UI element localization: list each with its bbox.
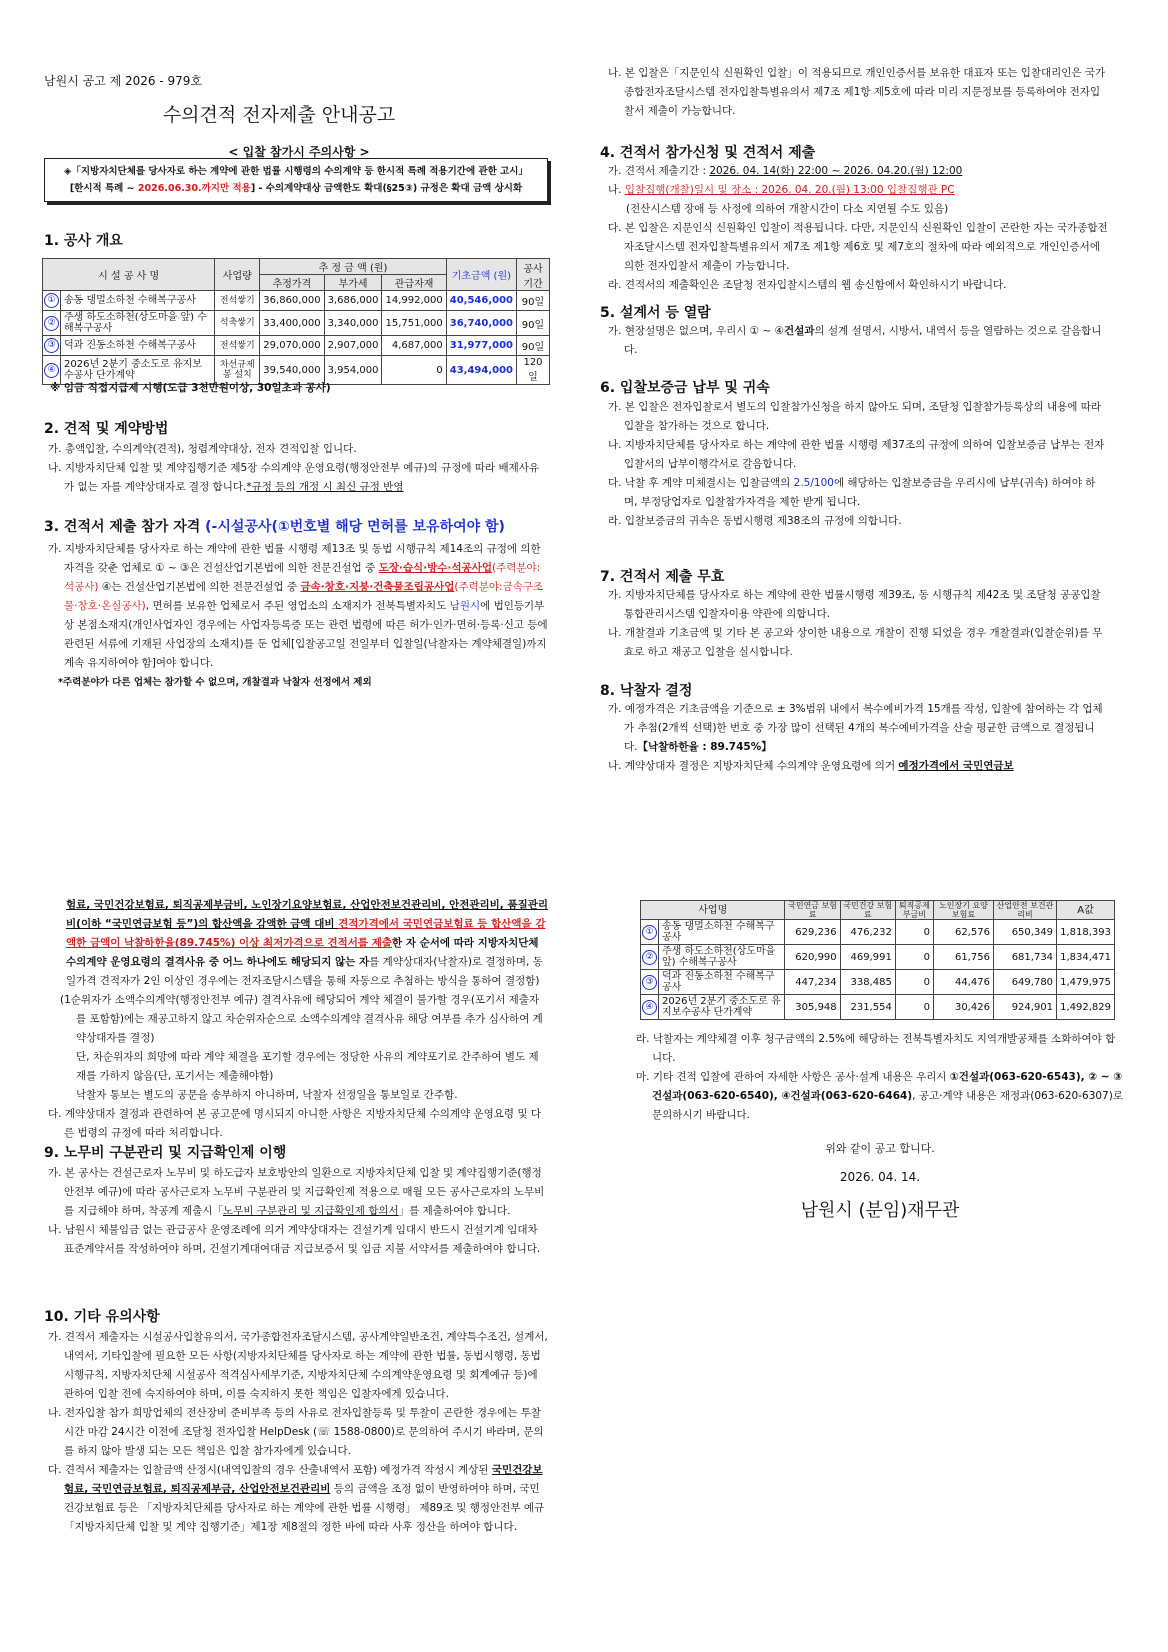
period: 90일: [517, 336, 550, 356]
value-retire: 0: [895, 945, 933, 970]
base-amount: 40,546,000: [446, 291, 516, 311]
s7-na: 나. 개찰결과 기초금액 및 기타 본 공고와 상이한 내용으로 개찰이 진행 되었을 경우 개찰결과(입찰순위)를 무효로 하고 재공고 입찰을 실시합니다.: [608, 627, 1103, 658]
value-health: 338,485: [840, 970, 895, 995]
row-number: [43, 311, 61, 336]
period: 90일: [517, 291, 550, 311]
project-row: [43, 336, 550, 356]
s4-ga: 가. 견적서 제출기간 : 2026. 04. 14(화) 22:00 ~ 2026. 04.20.(월) 12:00: [608, 165, 963, 177]
project-name: 송동 댕멀소하천 수해복구공사: [61, 291, 215, 311]
wage-note: ※ 임금 직접지급제 시행(도급 3천만원이상, 30일초과 공사): [50, 382, 331, 394]
project-type: 차선규제봉 설치: [215, 356, 260, 385]
project-type: 석축쌓기: [215, 311, 260, 336]
caution-box: [44, 158, 548, 202]
row-number-badge: ③: [44, 338, 59, 353]
material: 15,751,000: [382, 311, 446, 336]
insurance-row: [641, 970, 1115, 995]
s10-ga: 가. 견적서 제출자는 시설공사입찰유의서, 국가종합전자조달시스템, 공사계약일반조건, 계약특수조건, 설계서, 내역서, 기타입찰에 필요한 모든 사항(지방자치단체를 당사자로 하는 계약에 관한 법률, 동법시행령, 동법시행규칙, 지방자치단체 시설공사 적격심사세부기준, 지방자치단체 수의계약운영요령 및 회계예규 등)에 관하여 입찰 전에 숙지하여야 하며, 이를 숙지하지 못한 책임은 입찰자에게 있습니다.: [48, 1331, 548, 1400]
value-a: 1,479,975: [1057, 970, 1115, 995]
project-name: 송동 댕멀소하천 수해복구공사: [659, 920, 785, 945]
material: 0: [382, 356, 446, 385]
s8-continued: 험료, 국민건강보험료, 퇴직공제부금비, 노인장기요양보험료, 산업안전보건관리비, 안전관리비, 품질관리비(이하 “국민연금보험 등”)의 합산액을 감액한 금액 대비 견적가격에서 국민연금보험료 등 합산액을 감액한 금액이 낙찰하한율(89.745%) 이상 최저가격으로 견적서를 제출한 자 순서에 따라 지방자치단체 수의계약 운영요령의 결격사유 중 어느 하나에도 해당되지 않는 자를 계약상대자(낙찰자)로 결정하며, 동일가격 견적자가 2인 이상인 경우에는 전자조달시스템을 통해 자동으로 추첨하는 방식을 통하여 결정함): [66, 899, 549, 987]
th-name: 시 설 공 사 명: [43, 259, 215, 291]
t2-th-care: 노인장기 요양보험료: [933, 901, 993, 920]
base-amount: 36,740,000: [446, 311, 516, 336]
value-pension: 620,990: [785, 945, 840, 970]
insurance-row: [641, 945, 1115, 970]
section-6-heading: 6. 입찰보증금 납부 및 귀속: [600, 380, 770, 396]
s8-ga: 가. 예정가격은 기초금액을 기준으로 ± 3%범위 내에서 복수예비가격 15개를 작성, 입찰에 참여하는 각 업체가 추첨(2개씩 선택)한 번호 중 가장 많이 선택된 4개의 복수예비가격을 산술 평균한 금액으로 결정됩니다.【낙찰하한율 : 89.745%】: [608, 703, 1103, 753]
vat: 2,907,000: [324, 336, 382, 356]
t2-th-a: A값: [1057, 901, 1115, 920]
row-number-badge: ②: [44, 316, 59, 331]
s5-ga: 가. 현장설명은 없으며, 우리시 ① ~ ④건설과의 설계 설명서, 시방서, 내역서 등을 열람하는 것으로 갈음합니다.: [608, 325, 1102, 356]
base-amount: 31,977,000: [446, 336, 516, 356]
value-pension: 447,234: [785, 970, 840, 995]
s8-notify: 낙찰자 통보는 별도의 공문을 송부하지 아니하며, 낙찰자 선정일을 통보일로 간주함.: [76, 1089, 458, 1101]
s3-ga: 가. 지방자치단체를 당사자로 하는 계약에 관한 법률 시행령 제13조 및 동법 시행규칙 제14조의 규정에 의한 자격을 갖춘 업체로 ① ~ ③은 건설산업기본법에 의한 전문건설업 중 도장·습식·방수·석공사업(주력분야:석공사) ④는 건설산업기본법에 의한 전문건설업 중 금속·창호·지붕·건축물조립공사업(주력분야:금속구조물·창호·온실공사), 면허를 보유한 업체로서 주된 영업소의 소재지가 전북특별자치도 남원시에 법인등기부상 본점소재지(개인사업자인 경우에는 사업자등록증 또는 관련 법령에 따른 허가·인가·면허·등록·신고 등에 관련된 서류에 기재된 사업장의 소재지)를 둔 업체[입찰공고일 전일부터 입찰일(낙찰자는 계약체결일)까지 계속 유지하여야 함]여야 합니다.: [48, 543, 548, 669]
t2-th-retire: 퇴직공제 부금비: [895, 901, 933, 920]
s3-note: *주력분야가 다른 업체는 참가할 수 없으며, 개찰결과 낙찰자 선정에서 제외: [58, 677, 372, 688]
vat: 3,686,000: [324, 291, 382, 311]
project-name: 2026년 2분기 중소도로 유지보수공사 단가계약: [61, 356, 215, 385]
row-number: [641, 945, 659, 970]
s6-ga: 가. 본 입찰은 전자입찰로서 별도의 입찰참가신청을 하지 않아도 되며, 조달청 입찰참가등록상의 내용에 따라 입찰을 참가하는 것으로 합니다.: [608, 401, 1102, 432]
row-number-badge: ②: [642, 950, 657, 965]
th-est-price: 추정가격: [260, 275, 324, 291]
s8-first-rank: (1순위자가 소액수의계약(행정안전부 예규) 결격사유에 해당되어 계약 체결이 불가할 경우(포기서 제출자를 포함함)에는 재공고하지 않고 차순위자순으로 소액수의계약 결격사유 해당 여부를 추가 심사하여 계약상대자를 결정): [60, 994, 543, 1044]
period: 90일: [517, 311, 550, 336]
caution-line2: [한시적 특례 ~ 2026.06.30.까지만 적용] - 수의계약대상 금액한도 확대(§25③) 규정은 확대 금액 상시화: [69, 183, 523, 194]
caution-heading: < 입찰 참가시 주의사항 >: [228, 145, 370, 159]
s4-na-note: (전산시스템 장애 등 사정에 의하여 개찰시간이 다소 지연될 수도 있음): [626, 203, 949, 215]
value-health: 476,232: [840, 920, 895, 945]
notice-date: 2026. 04. 14.: [839, 1170, 921, 1184]
s2-na: 나. 지방자치단체 입찰 및 계약집행기준 제5장 수의계약 운영요령(행정안전부 예규)의 규정에 따라 배제사유가 없는 자를 계약상대자로 결정 합니다.*규정 등의 개정 시 최신 규정 반영: [48, 462, 540, 493]
s7-ga: 가. 지방자치단체를 당사자로 하는 계약에 관한 법률시행령 제39조, 동 시행규칙 제42조 및 조달청 공공입찰 통합관리시스템 입찰자이용 약관에 의합니다.: [608, 589, 1101, 620]
p2-ra: 라. 낙찰자는 계약체결 이후 청구금액의 2.5%에 해당하는 전북특별자치도 지역개발공채를 소화하여야 합니다.: [636, 1033, 1116, 1064]
th-est: 추 정 금 액 (원): [260, 259, 446, 275]
issuer: 남원시 (분임)재무관: [800, 1200, 960, 1221]
s2-ga: 가. 총액입찰, 수의계약(견적), 청렴계약대상, 전자 견적입찰 입니다.: [48, 443, 357, 455]
section-5-heading: 5. 설계서 등 열람: [600, 305, 711, 321]
th-vat: 부가세: [324, 275, 382, 291]
row-number: [43, 291, 61, 311]
project-row: [43, 311, 550, 336]
base-amount: 43,494,000: [446, 356, 516, 385]
section-9-heading: 9. 노무비 구분관리 및 지급확인제 이행: [44, 1145, 287, 1161]
row-number: [641, 995, 659, 1020]
insurance-table: [640, 900, 1115, 1020]
th-material: 관급자재: [382, 275, 446, 291]
project-name: 2026년 2분기 중소도로 유지보수공사 단가계약: [659, 995, 785, 1020]
value-health: 231,554: [840, 995, 895, 1020]
t2-th-safety: 산업안전 보건관리비: [993, 901, 1056, 920]
s10-da: 다. 견적서 제출자는 입찰금액 산정시(내역입찰의 경우 산출내역서 포함) 예정가격 작성시 계상된 국민건강보험료, 국민연금보험료, 퇴직공제부금, 산업안전보건관리비 등의 금액을 조정 없이 반영하여야 하며, 국민건강보험료 등은 「지방자치단체를 당사자로 하는 계약에 관한 법률 시행령」 제89조 및 행정안전부 예규 「지방자치단체 입찰 및 계약 집행기준」제1장 제8절의 정한 바에 따라 사후 정산을 하여야 합니다.: [48, 1464, 545, 1533]
s9-ga: 가. 본 공사는 건설근로자 노무비 및 하도급자 보호방안의 일환으로 지방자치단체 입찰 및 계약집행기준(행정안전부 예규)에 따라 공사근로자 노무비 구분관리 및 지급확인제 적용으로 매월 모든 공사근로자의 노무비를 지급해야 하며, 착공계 제출시「노무비 구분관리 및 지급확인제 합의서」를 제출하여야 합니다.: [48, 1167, 545, 1217]
section-4-heading: 4. 견적서 참가신청 및 견적서 제출: [600, 145, 816, 161]
section-10-heading: 10. 기타 유의사항: [44, 1309, 160, 1325]
insurance-row: [641, 920, 1115, 945]
value-retire: 0: [895, 920, 933, 945]
s3-na: 나. 본 입찰은「지문인식 신원확인 입찰」이 적용되므로 개인인증서를 보유한 대표자 또는 입찰대리인은 국가종합전자조달시스템 전자입찰특별유의서 제7조 제1항 제5호에 따라 미리 지문정보를 등록하여야 전자입찰서 제출이 가능합니다.: [608, 67, 1106, 117]
row-number-badge: ①: [642, 925, 657, 940]
section-8-heading: 8. 낙찰자 결정: [600, 683, 693, 699]
value-pension: 629,236: [785, 920, 840, 945]
th-base: 기초금액 (원): [446, 259, 516, 291]
value-pension: 305,948: [785, 995, 840, 1020]
value-retire: 0: [895, 970, 933, 995]
s8-da: 다. 계약상대자 결정과 관련하여 본 공고문에 명시되지 아니한 사항은 지방자치단체 수의계약 운영요령 및 다른 법령의 규정에 따라 처리합니다.: [48, 1108, 542, 1139]
value-care: 30,426: [933, 995, 993, 1020]
t2-th-health: 국민건강 보험료: [840, 901, 895, 920]
insurance-row: [641, 995, 1115, 1020]
s4-da: 다. 본 입찰은 지문인식 신원확인 입찰이 적용됩니다. 다만, 지문인식 신원확인 입찰이 곤란한 자는 국가종합전자조달시스템 전자입찰특별유의서 제7조 제1항 제6호 및 제7호의 절차에 따라 예외적으로 개인인증서에 의한 전자입찰서 제출이 가능합니다.: [608, 222, 1108, 272]
row-number-badge: ③: [642, 975, 657, 990]
row-number-badge: ④: [44, 363, 59, 378]
section-3-heading: 3. 견적서 제출 참가 자격 (-시설공사(①번호별 해당 면허를 보유하여야 함): [44, 519, 505, 535]
value-care: 62,576: [933, 920, 993, 945]
th-period: 공사 기간: [517, 259, 550, 291]
s6-da: 다. 낙찰 후 계약 미체결시는 입찰금액의 2.5/100에 해당하는 입찰보증금을 우리시에 납부(귀속) 하여야 하며, 부정당업자로 입찰참가자격을 제한 받게 됩니다.: [608, 477, 1096, 508]
notice-number: 남원시 공고 제 2026 - 979호: [44, 74, 202, 88]
value-safety: 650,349: [993, 920, 1056, 945]
value-retire: 0: [895, 995, 933, 1020]
project-row: [43, 291, 550, 311]
s9-na: 나. 남원시 체불임금 없는 관급공사 운영조례에 의거 계약상대자는 건설기계 임대시 반드시 건설기계 임대차 표준계약서를 작성하여야 하며, 건설기계대여대금 지급보증서 및 임금 지불 서약서를 제출하여야 합니다.: [48, 1224, 541, 1255]
s6-na: 나. 지방자치단체를 당사자로 하는 계약에 관한 법률 시행령 제37조의 규정에 의하여 입찰보증금 납부는 전자입찰서의 납부이행각서로 갈음합니다.: [608, 439, 1105, 470]
period: 120일: [517, 356, 550, 385]
project-name: 주생 하도소하천(상도마을 앞) 수해복구공사: [61, 311, 215, 336]
row-number: [641, 920, 659, 945]
value-health: 469,991: [840, 945, 895, 970]
value-a: 1,818,393: [1057, 920, 1115, 945]
th-type: 사업량: [215, 259, 260, 291]
project-name: 덕과 진동소하천 수해복구공사: [659, 970, 785, 995]
p2-ma: 마. 기타 견적 입찰에 관하여 자세한 사항은 공사·설계 내용은 우리시 ①건설과(063-620-6543), ② ~ ③건설과(063-620-6540), ④건설과(063-620-6464), 공고·계약 내용은 재정과(063-620-6307)로 문의하시기 바랍니다.: [636, 1071, 1123, 1121]
project-table: [42, 258, 550, 385]
value-care: 61,756: [933, 945, 993, 970]
material: 14,992,000: [382, 291, 446, 311]
s4-na: 나. 입찰집행(개찰)일시 및 장소 : 2026. 04. 20.(월) 13:00 입찰집행관 PC: [608, 184, 955, 196]
row-number: [43, 336, 61, 356]
closing-text: 위와 같이 공고 합니다.: [825, 1142, 935, 1155]
value-a: 1,834,471: [1057, 945, 1115, 970]
vat: 3,954,000: [324, 356, 382, 385]
est-price: 36,860,000: [260, 291, 324, 311]
s8-second-rank: 단, 차순위자의 희망에 따라 계약 체결을 포기할 경우에는 정당한 사유의 계약포기로 간주하여 별도 제재를 가하지 않음(단, 포기서는 제출해야함): [76, 1051, 539, 1082]
est-price: 29,070,000: [260, 336, 324, 356]
project-name: 주생 하도소하천(상도마을 앞) 수해복구공사: [659, 945, 785, 970]
est-price: 33,400,000: [260, 311, 324, 336]
s4-ra: 라. 견적서의 제출확인은 조달청 전자입찰시스템의 웹 송신함에서 확인하시기 바랍니다.: [608, 279, 1007, 291]
section-2-heading: 2. 견적 및 계약방법: [44, 421, 169, 437]
section-1-heading: 1. 공사 개요: [44, 233, 123, 249]
s10-na: 나. 전자입찰 참가 희망업체의 전산장비 준비부족 등의 사유로 전자입찰등록 및 투찰이 곤란한 경우에는 투찰시간 마감 24시간 이전에 조달청 전자입찰 HelpDesk (☏ 1588-0800)로 문의하여 주시기 바라며, 문의를 하지 않아 발생 되는 모든 책임은 입찰 참가자에게 있습니다.: [48, 1407, 544, 1457]
section-7-heading: 7. 견적서 제출 무효: [600, 569, 725, 585]
value-a: 1,492,829: [1057, 995, 1115, 1020]
est-price: 39,540,000: [260, 356, 324, 385]
page-title: 수의견적 전자제출 안내공고: [162, 104, 396, 126]
value-safety: 649,780: [993, 970, 1056, 995]
caution-line1: ◈「지방자치단체를 당사자로 하는 계약에 관한 법률 시행령의 수의계약 등 한시적 특례 적용기간에 관한 고시」: [64, 166, 528, 177]
vat: 3,340,000: [324, 311, 382, 336]
row-number: [641, 970, 659, 995]
s8-na: 나. 계약상대자 결정은 지방자치단체 수의계약 운영요령에 의거 예정가격에서 국민연금보: [608, 760, 1014, 772]
project-name: 덕과 진동소하천 수해복구공사: [61, 336, 215, 356]
material: 4,687,000: [382, 336, 446, 356]
project-type: 전석쌓기: [215, 336, 260, 356]
project-type: 전석쌓기: [215, 291, 260, 311]
row-number-badge: ④: [642, 1000, 657, 1015]
t2-th-pension: 국민연금 보험료: [785, 901, 840, 920]
value-safety: 924,901: [993, 995, 1056, 1020]
row-number-badge: ①: [44, 293, 59, 308]
value-care: 44,476: [933, 970, 993, 995]
value-safety: 681,734: [993, 945, 1056, 970]
t2-th-name: 사업명: [641, 901, 785, 920]
s6-ra: 라. 입찰보증금의 귀속은 동법시행령 제38조의 규정에 의합니다.: [608, 515, 902, 527]
